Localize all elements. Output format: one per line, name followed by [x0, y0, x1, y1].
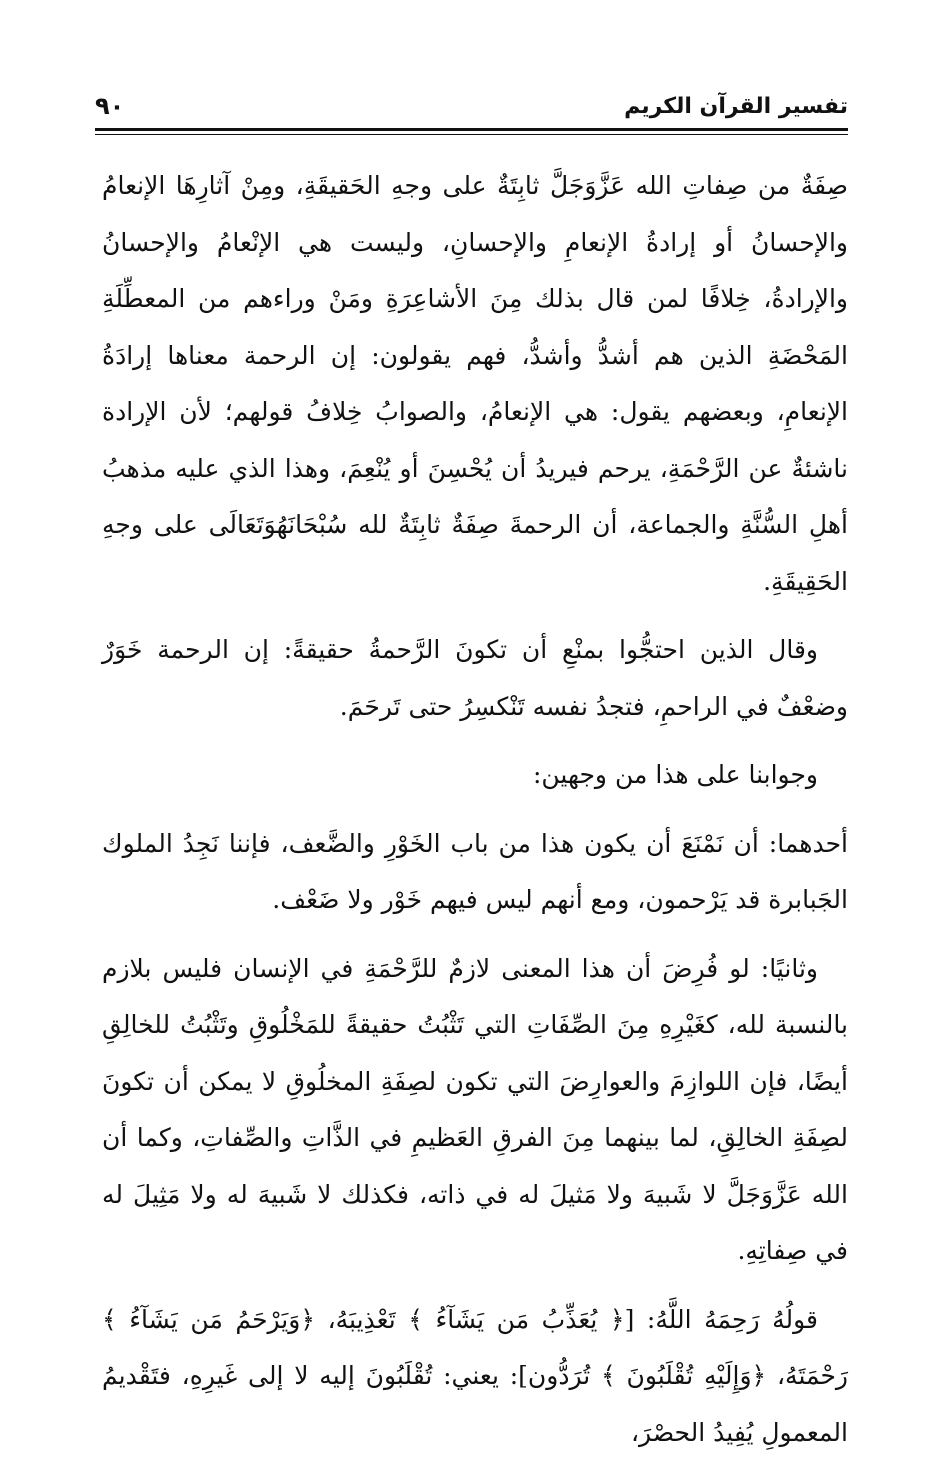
paragraph-definition-of-mercy: صِفَةٌ من صِفاتِ الله عَزَّوَجَلَّ ثابِتَةٌ على وجهِ الحَقيقَةِ، ومِنْ آثارِهَا الإنعامُ والإحسانُ أو إرادةُ الإنعامِ والإحسانِ، وليست هي الإنْعامُ والإحسانُ والإرادةُ، خِلافًا لمن قال بذلك مِنَ الأشاعِرَةِ ومَنْ وراءهم من المعطِّلَةِ المَحْضَةِ الذين هم أشدُّ وأشدُّ، فهم يقولون: إن الرحمة معناها إرادَةُ الإنعامِ، وبعضهم يقول: هي الإنعامُ، والصوابُ خِلافُ قولهم؛ لأن الإرادة ناشئةٌ عن الرَّحْمَةِ، يرحم فيريدُ أن يُحْسِنَ أو يُنْعِمَ، وهذا الذي عليه مذهبُ أهلِ السُّنَّةِ والجماعة، أن الرحمةَ صِفَةٌ ثابِتَةٌ لله سُبْحَانَهُوَتَعَالَى على وجهِ الحَقِيقَةِ. — [102, 158, 848, 610]
body-text — [102, 158, 848, 1461]
paragraph-opponents-argument: وقال الذين احتجُّوا بمنْعِ أن تكونَ الرَّحمةُ حقيقةً: إن الرحمة خَوَرٌ وضعْفٌ في الراحمِ، فتجدُ نفسه تَنْكسِرُ حتى تَرحَمَ. — [102, 622, 848, 735]
header-rule — [95, 128, 848, 131]
page-header — [95, 88, 848, 132]
header-rule-thin — [95, 134, 848, 135]
page-number: ٩٠ — [95, 92, 124, 120]
paragraph-reply-intro: وجوابنا على هذا من وجهين: — [102, 747, 848, 804]
paragraph-second-reply: وثانيًا: لو فُرِضَ أن هذا المعنى لازمٌ للرَّحْمَةِ في الإنسان فليس بلازم بالنسبة لله، كغَيْرِهِ مِنَ الصِّفَاتِ التي تَثْبُتُ حقيقةً للمَخْلُوقِ وتَثْبُتُ للخالِقِ أيضًا، فإن اللوازِمَ والعوارِضَ التي تكون لصِفَةِ المخلُوقِ لا يمكن أن تكونَ لصِفَةِ الخالِقِ، لما بينهما مِنَ الفرقِ العَظيمِ في الذَّاتِ والصِّفاتِ، وكما أن الله عَزَّوَجَلَّ لا شَبيهَ ولا مَثيلَ له في ذاته، فكذلك لا شَبيهَ له ولا مَثِيلَ له في صِفاتِهِ. — [102, 941, 848, 1280]
paragraph-first-reply: أحدهما: أن نَمْنَعَ أن يكون هذا من باب الخَوْرِ والضَّعف، فإننا نَجِدُ الملوك الجَبابرة قد يَرْحمون، ومع أنهم ليس فيهم خَوْر ولا ضَعْف. — [102, 816, 848, 929]
book-title: تفسير القرآن الكريم — [624, 94, 848, 119]
paragraph-verse-commentary: قولُهُ رَحِمَهُ اللَّهُ: [﴿ يُعَذِّبُ مَن يَشَآءُ ﴾ تَعْذِيبَهُ، ﴿وَيَرْحَمُ مَن يَشَآءُ ﴾ رَحْمَتَهُ، ﴿وَإِلَيْهِ تُقْلَبُونَ ﴾ تُرَدُّون]: يعني: تُقْلَبُونَ إليه لا إلى غَيرِهِ، فتَقْديمُ المعمولِ يُفِيدُ الحصْرَ، — [102, 1292, 848, 1461]
